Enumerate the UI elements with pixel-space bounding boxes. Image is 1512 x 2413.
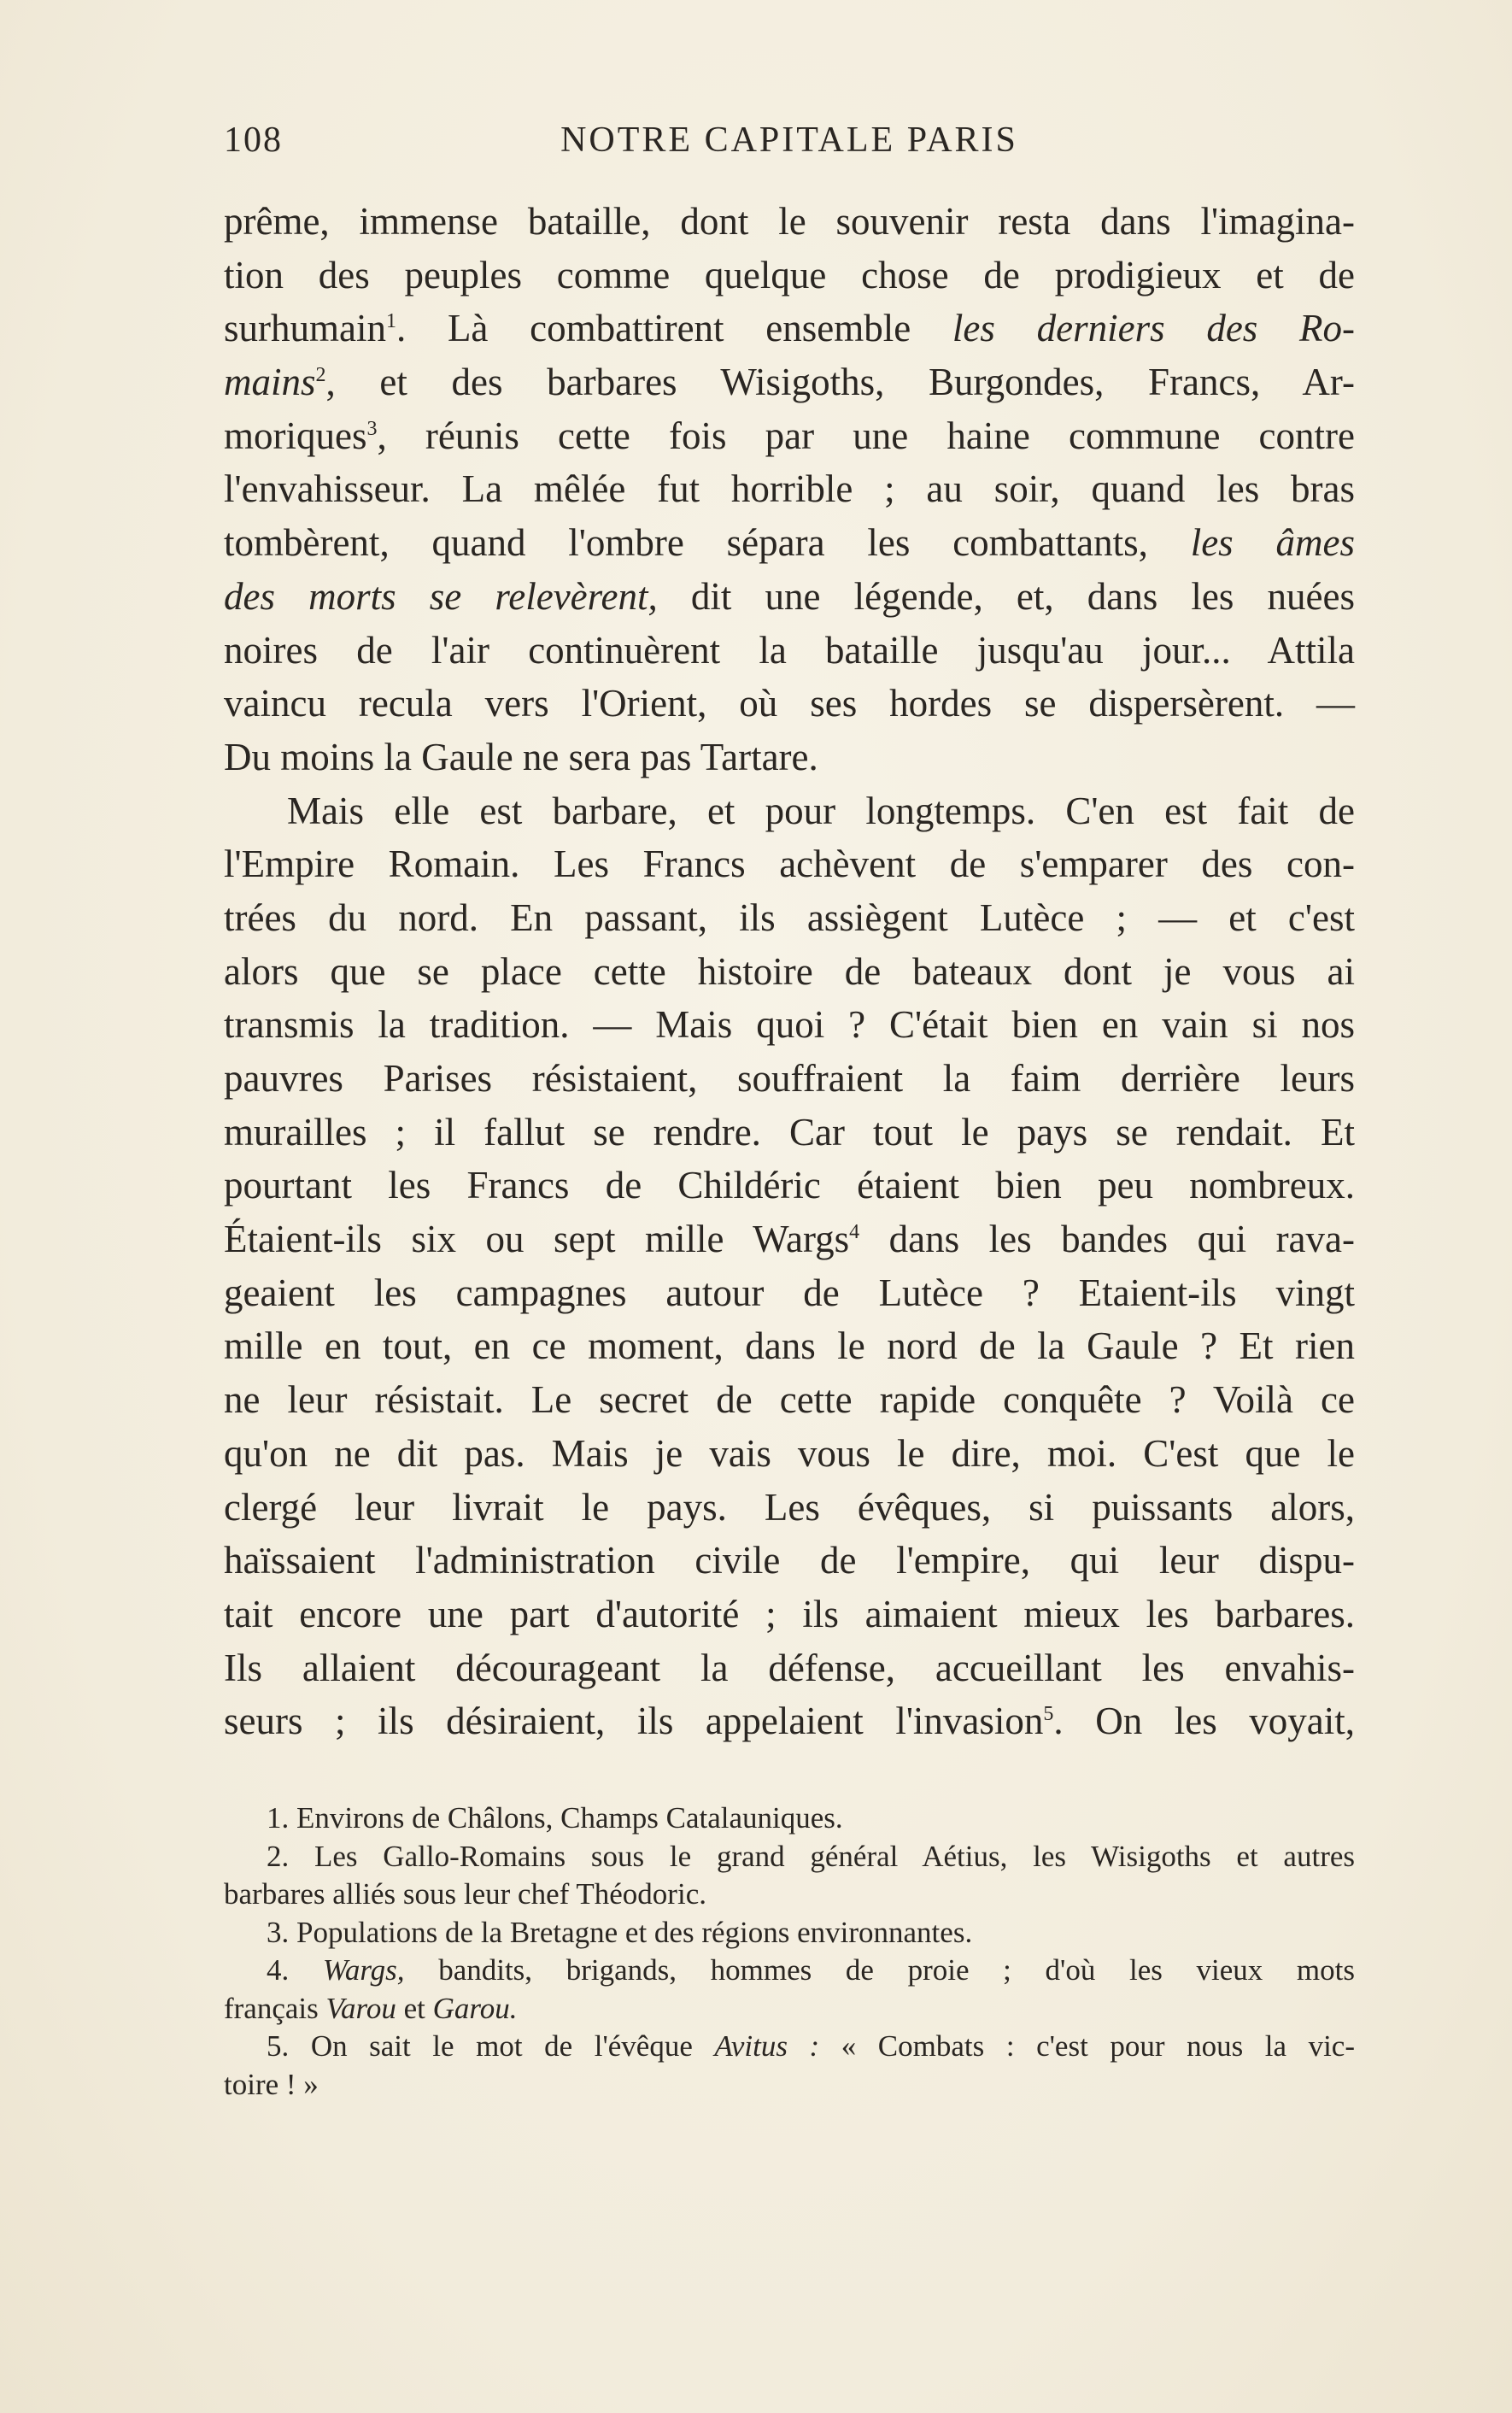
text-line: moriques$^3$, réunis cette fois par une haine commune contre xyxy=(224,414,1355,457)
text-line: pauvres Parises résistaient, souffraient la faim derrière leurs xyxy=(224,1057,1355,1100)
text-line: vaincu recula vers l'Orient, où ses hordes se dispersèrent. — xyxy=(224,682,1355,725)
text-line: tait encore une part d'autorité ; ils aimaient mieux les barbares. xyxy=(224,1592,1355,1635)
text-line: trées du nord. En passant, ils assiègent Lutèce ; — et c'est xyxy=(224,895,1355,939)
text-line: tion des peuples comme quelque chose de prodigieux et de xyxy=(224,253,1355,296)
text-line: tombèrent, quand l'ombre sépara les combattants, les âmes xyxy=(224,521,1355,565)
text-line: pourtant les Francs de Childéric étaient bien peu nombreux. xyxy=(224,1164,1355,1207)
text-line: seurs ; ils désiraient, ils appelaient l'invasion$^5$. On les voyait, xyxy=(224,1700,1355,1743)
footnote-ref: 4 xyxy=(849,1221,860,1244)
footnotes xyxy=(224,1799,1355,2104)
footnote-5: 5. On sait le mot de l'évêque Avitus : « Combats : c'est pour nous la vic- toire ! » xyxy=(224,2029,1355,2101)
text-line: Étaient-ils six ou sept mille Wargs$^4$ dans les bandes qui rava- xyxy=(224,1218,1355,1261)
footnote-2: 2. Les Gallo-Romains sous le grand général Aétius, les Wisigoths et autres barbares alliés sous leur chef Théodoric. xyxy=(224,1839,1356,1911)
text-line: Du moins la Gaule ne sera pas Tartare. xyxy=(224,735,818,778)
text-line: murailles ; il fallut se rendre. Car tout le pays se rendait. Et xyxy=(224,1110,1355,1154)
text-line: surhumain$^1$. Là combattirent ensemble les derniers des Ro- xyxy=(224,307,1355,350)
text-line: transmis la tradition. — Mais quoi ? C'était bien en vain si nos xyxy=(224,1003,1355,1047)
text-line: des morts se relevèrent, dit une légende, et, dans les nuées xyxy=(224,574,1355,618)
text-line: geaient les campagnes autour de Lutèce ? Etaient-ils vingt xyxy=(224,1271,1355,1314)
text-line: alors que se place cette histoire de bateaux dont je vous ai xyxy=(224,949,1355,993)
text-line: Mais elle est barbare, et pour longtemps. C'en est fait de xyxy=(287,789,1355,832)
footnote-1: 1. Environs de Châlons, Champs Catalauniques. xyxy=(267,1801,843,1835)
text-line: ne leur résistait. Le secret de cette rapide conquête ? Voilà ce xyxy=(224,1378,1355,1422)
page-header xyxy=(224,120,1355,171)
body-text xyxy=(224,195,1355,1748)
text-line: noires de l'air continuèrent la bataille jusqu'au jour... Attila xyxy=(224,628,1355,672)
running-title: NOTRE CAPITALE PARIS xyxy=(560,120,1018,160)
footnote-4: 4. Wargs, bandits, brigands, hommes de proie ; d'où les vieux mots français Varou et Garou. xyxy=(224,1953,1355,2025)
footnote-ref: 3 xyxy=(366,417,378,440)
text-line: haïssaient l'administration civile de l'empire, qui leur dispu- xyxy=(224,1539,1355,1582)
text-line: l'Empire Romain. Les Francs achèvent de s'emparer des con- xyxy=(224,842,1355,886)
footnote-ref: 5 xyxy=(1043,1703,1054,1726)
footnote-ref: 1 xyxy=(385,310,396,333)
text-line: mains$^2$, et des barbares Wisigoths, Burgondes, Francs, Ar- xyxy=(224,361,1355,404)
page-number: 108 xyxy=(224,120,283,160)
text-line: qu'on ne dit pas. Mais je vais vous le dire, moi. C'est que le xyxy=(224,1431,1355,1475)
text-line: mille en tout, en ce moment, dans le nord de la Gaule ? Et rien xyxy=(224,1324,1355,1368)
footnote-3: 3. Populations de la Bretagne et des régions environnantes. xyxy=(267,1915,973,1949)
text-line: clergé leur livrait le pays. Les évêques, si puissants alors, xyxy=(224,1485,1355,1529)
text-line: prême, immense bataille, dont le souvenir resta dans l'imagina- xyxy=(224,200,1355,243)
text-line: Ils allaient décourageant la défense, accueillant les envahis- xyxy=(224,1646,1355,1689)
footnote-ref: 2 xyxy=(315,364,326,387)
text-line: l'envahisseur. La mêlée fut horrible ; au soir, quand les bras xyxy=(224,467,1355,511)
